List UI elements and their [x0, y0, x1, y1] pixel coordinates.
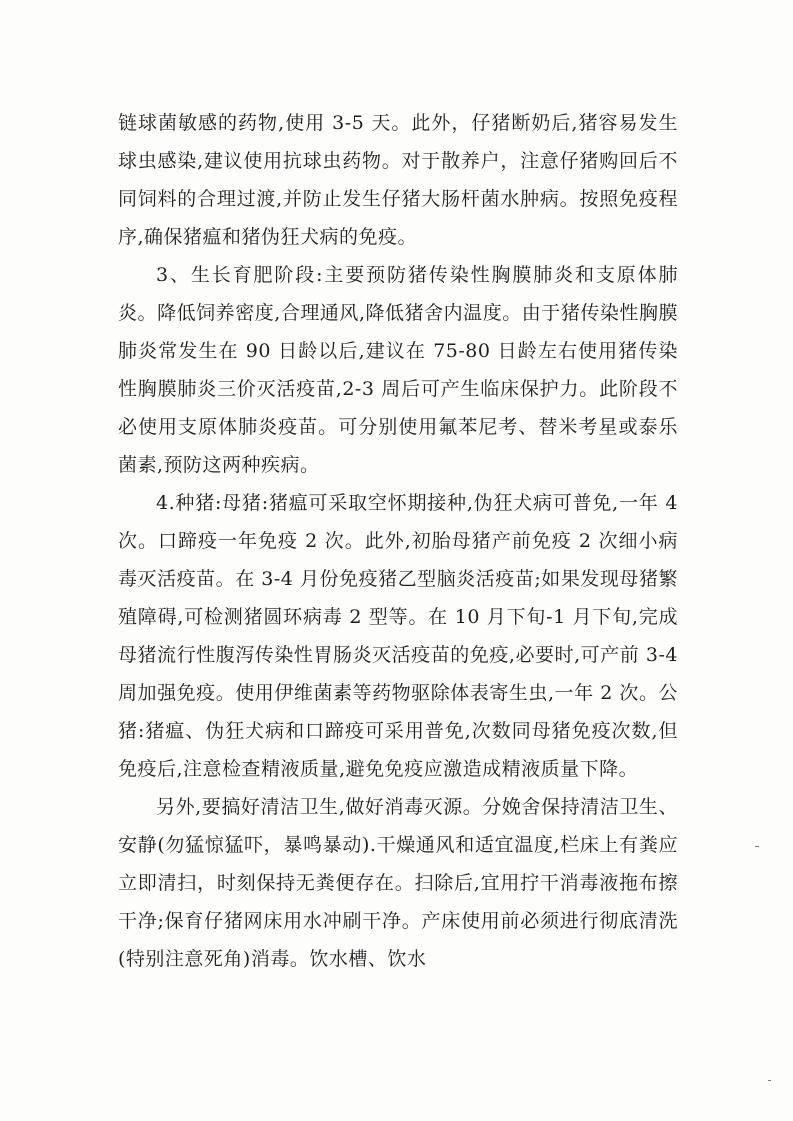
paragraph-3: 4.种猪:母猪:猪瘟可采取空怀期接种,伪狂犬病可普免,一年 4 次。口蹄疫一年免疫 2 次。此外,初胎母猪产前免疫 2 次细小病毒灭活疫苗。在 3-4 月份免疫猪乙型脑炎活疫苗;如果发现母猪繁殖障碍,可检测猪圆环病毒 2 型等。在 10 月下旬-1 月下旬,完成母猪流行性腹泻传染性胃肠炎灭活疫苗的免疫,必要时,可产前 3-4 周加强免疫。使用伊维菌素等药物驱除体表寄生虫,一年 2 次。公猪:猪瘟、伪狂犬病和口蹄疫可采用普免,次数同母猪免疫次数,但免疫后,注意检查精液质量,避免免疫应激造成精液质量下降。	[118, 492, 678, 780]
document-body	[118, 104, 678, 978]
scan-speck	[755, 846, 759, 847]
paragraph-1: 链球菌敏感的药物,使用 3-5 天。此外，仔猪断奶后,猪容易发生球虫感染,建议使用抗球虫药物。对于散养户，注意仔猪购回后不同饲料的合理过渡,并防止发生仔猪大肠杆菌水肿病。按照免疫程序,确保猪瘟和猪伪狂犬病的免疫。	[118, 112, 678, 248]
paragraph-4: 另外,要搞好清洁卫生,做好消毒灭源。分娩舍保持清洁卫生、安静(勿猛惊猛吓，暴鸣暴动).干燥通风和适宜温度,栏床上有粪应立即清扫，时刻保持无粪便存在。扫除后,宜用拧干消毒液拖布擦干净;保育仔猪网床用水冲刷干净。产床使用前必须进行彻底清洗(特别注意死角)消毒。饮水槽、饮水	[118, 796, 678, 970]
scan-speck	[768, 1080, 771, 1081]
paragraph-2: 3、生长育肥阶段:主要预防猪传染性胸膜肺炎和支原体肺炎。降低饲养密度,合理通风,降低猪舍内温度。由于猪传染性胸膜肺炎常发生在 90 日龄以后,建议在 75-80 日龄左右使用猪传染性胸膜肺炎三价灭活疫苗,2-3 周后可产生临床保护力。此阶段不必使用支原体肺炎疫苗。可分别使用氟苯尼考、替米考星或泰乐菌素,预防这两种疾病。	[118, 264, 678, 476]
